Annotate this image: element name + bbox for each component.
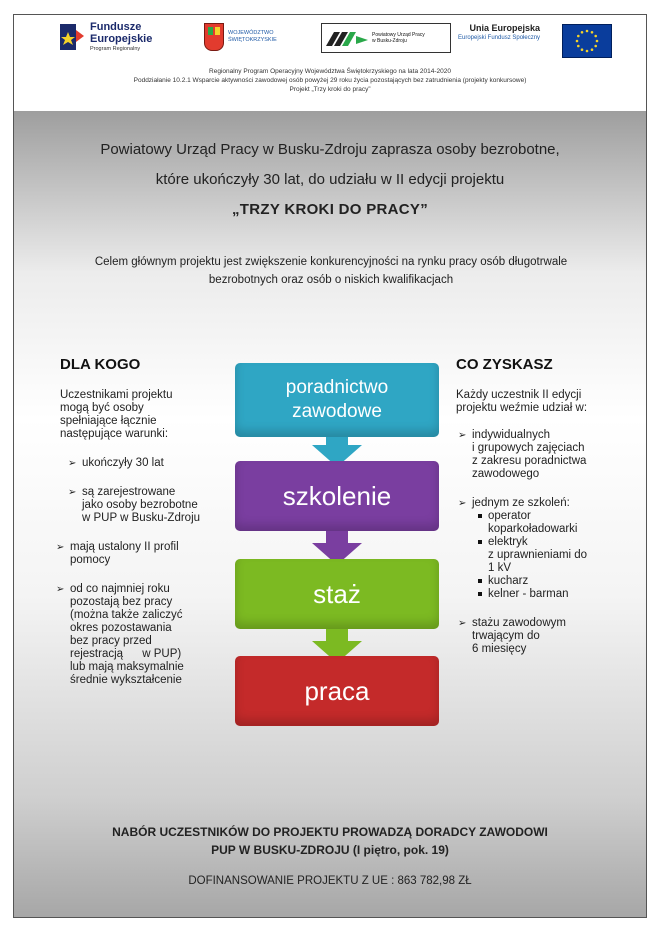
bullet-arrow-icon: ➢	[68, 458, 77, 469]
fe-line2: Europejskie	[90, 33, 153, 45]
goal-line1: Celem głównym projektu jest zwiększenie konkurencyjności na rynku pracy osób długotrwale	[94, 256, 568, 268]
left-bullet-1	[66, 457, 220, 470]
ws-line1: WOJEWÓDZTWO	[228, 30, 274, 36]
right-intro-line: projektu weźmie udział w:	[456, 402, 588, 414]
fe-star-icon	[58, 22, 84, 52]
left-bullet-2-line: są zarejestrowane	[82, 486, 176, 498]
left-bullet-4-line: pozostają bez pracy	[70, 596, 173, 608]
left-bullet-3-line: mają ustalony II profil	[70, 541, 179, 553]
intro-line1: Powiatowy Urząd Pracy w Busku-Zdroju zaprasza osoby bezrobotne,	[100, 141, 560, 158]
right-intro-line: Każdy uczestnik II edycji	[456, 389, 582, 401]
left-bullet-2-line: w PUP w Busku-Zdroju	[82, 512, 201, 524]
step-1-line: zawodowe	[292, 401, 382, 422]
step-praca: praca	[235, 656, 439, 726]
right-bullet-3	[456, 617, 631, 656]
pup-mark-icon	[326, 28, 368, 48]
step-staz: staż	[235, 559, 439, 629]
right-bullet-2	[456, 497, 631, 510]
training-line: koparkoładowarki	[488, 523, 578, 535]
ue-line1: Unia Europejska	[469, 23, 541, 33]
bullet-arrow-icon: ➢	[56, 542, 65, 553]
right-bullet-2-line: jednym ze szkoleń:	[472, 497, 570, 509]
left-intro-line: spełniające łącznie	[60, 415, 157, 427]
crest-icon	[204, 23, 224, 51]
right-bullet-1-line: z zakresu poradnictwa	[472, 455, 587, 467]
training-item	[476, 536, 631, 575]
fe-line1: Fundusze	[90, 21, 142, 33]
square-bullet-icon	[478, 514, 482, 518]
training-item	[476, 588, 631, 601]
left-bullet-4-line: średnie wykształcenie	[70, 674, 182, 686]
left-heading: DLA KOGO	[60, 356, 141, 373]
training-line: 1 kV	[488, 562, 512, 574]
program-line3: Projekt „Trzy kroki do pracy”	[289, 86, 371, 93]
fe-line3: Program Regionalny	[90, 46, 141, 52]
eu-flag-icon	[562, 24, 612, 58]
square-bullet-icon	[478, 579, 482, 583]
ws-line2: ŚWIĘTOKRZYSKIE	[228, 37, 277, 43]
swietokrzyskie-logo	[204, 23, 277, 51]
recruitment-line1: NABÓR UCZESTNIKÓW DO PROJEKTU PROWADZĄ DORADCY ZAWODOWI	[112, 825, 548, 839]
training-line: operator	[488, 510, 531, 522]
pup-logo	[321, 23, 451, 53]
step-1-line: poradnictwo	[285, 377, 389, 398]
right-bullet-1	[456, 429, 631, 481]
left-bullet-2-line: jako osoby bezrobotne	[82, 499, 198, 511]
left-bullet-4-line: okres pozostawania	[70, 622, 172, 634]
left-bullet-3	[54, 541, 220, 567]
fundusze-europejskie-logo	[58, 21, 152, 53]
left-bullet-4-line: lub mają maksymalnie	[70, 661, 184, 673]
left-bullet-4	[54, 583, 220, 687]
right-intro	[456, 389, 631, 415]
bullet-arrow-icon: ➢	[458, 618, 467, 629]
main-panel	[14, 111, 646, 918]
training-line: elektryk	[488, 536, 528, 548]
right-bullet-1-line: indywidualnych	[472, 429, 550, 441]
right-bullet-1-line: i grupowych zajęciach	[472, 442, 585, 454]
program-line1: Regionalny Program Operacyjny Województwa Świętokrzyskiego na lata 2014-2020	[209, 68, 451, 75]
bullet-arrow-icon: ➢	[68, 487, 77, 498]
bullet-arrow-icon: ➢	[458, 430, 467, 441]
project-name: „TRZY KROKI DO PRACY”	[231, 201, 429, 218]
poster	[13, 14, 647, 918]
pup-line2: w Busku-Zdroju	[372, 38, 407, 44]
goal-text	[54, 253, 608, 289]
left-intro-line: następujące warunki:	[60, 428, 169, 440]
left-bullet-3-line: pomocy	[70, 554, 111, 566]
recruitment-line2: PUP W BUSKU-ZDROJU (I piętro, pok. 19)	[211, 843, 449, 857]
funding-line: DOFINANSOWANIE PROJEKTU Z UE : 863 782,98 ZŁ	[188, 875, 472, 887]
square-bullet-icon	[478, 540, 482, 544]
training-item	[476, 575, 631, 588]
goal-line2: bezrobotnych oraz osób o niskich kwalifikacjach	[208, 274, 454, 286]
right-bullet-3-line: trwającym do	[472, 630, 540, 642]
left-intro	[60, 389, 220, 441]
right-bullet-3-line: stażu zawodowym	[472, 617, 566, 629]
right-column	[456, 389, 631, 656]
left-bullet-4-line: rejestracją w PUP)	[70, 648, 182, 660]
right-bullet-3-line: 6 miesięcy	[472, 643, 527, 655]
left-bullet-4-line: od co najmniej roku	[70, 583, 170, 595]
training-item	[476, 510, 631, 536]
left-bullet-4-line: bez pracy przed	[70, 635, 152, 647]
left-bullet-1-line: ukończyły 30 lat	[82, 457, 164, 469]
intro-line2: które ukończyły 30 lat, do udziału w II edycji projektu	[155, 171, 505, 188]
square-bullet-icon	[478, 592, 482, 596]
program-line2: Poddziałanie 10.2.1 Wsparcie aktywności zawodowej osób powyżej 29 roku życia pozostających bez zatrudnienia (projekty konkursowe)	[133, 77, 527, 84]
training-line: kelner - barman	[488, 588, 569, 600]
right-bullet-1-line: zawodowego	[472, 468, 540, 480]
training-line: kucharz	[488, 575, 529, 587]
step-poradnictwo	[235, 363, 439, 437]
bullet-arrow-icon: ➢	[458, 498, 467, 509]
left-intro-line: mogą być osoby	[60, 402, 144, 414]
step-szkolenie: szkolenie	[235, 461, 439, 531]
pup-line1: Powiatowy Urząd Pracy	[372, 32, 425, 38]
left-bullet-2	[66, 486, 220, 525]
ue-line2: Europejski Fundusz Społeczny	[458, 35, 541, 41]
left-intro-line: Uczestnikami projektu	[60, 389, 173, 401]
left-bullet-4-line: (można także zaliczyć	[70, 609, 183, 621]
right-heading: CO ZYSKASZ	[456, 356, 553, 373]
ue-text	[458, 23, 540, 42]
bullet-arrow-icon: ➢	[56, 584, 65, 595]
left-column	[56, 389, 220, 687]
training-line: z uprawnieniami do	[488, 549, 588, 561]
